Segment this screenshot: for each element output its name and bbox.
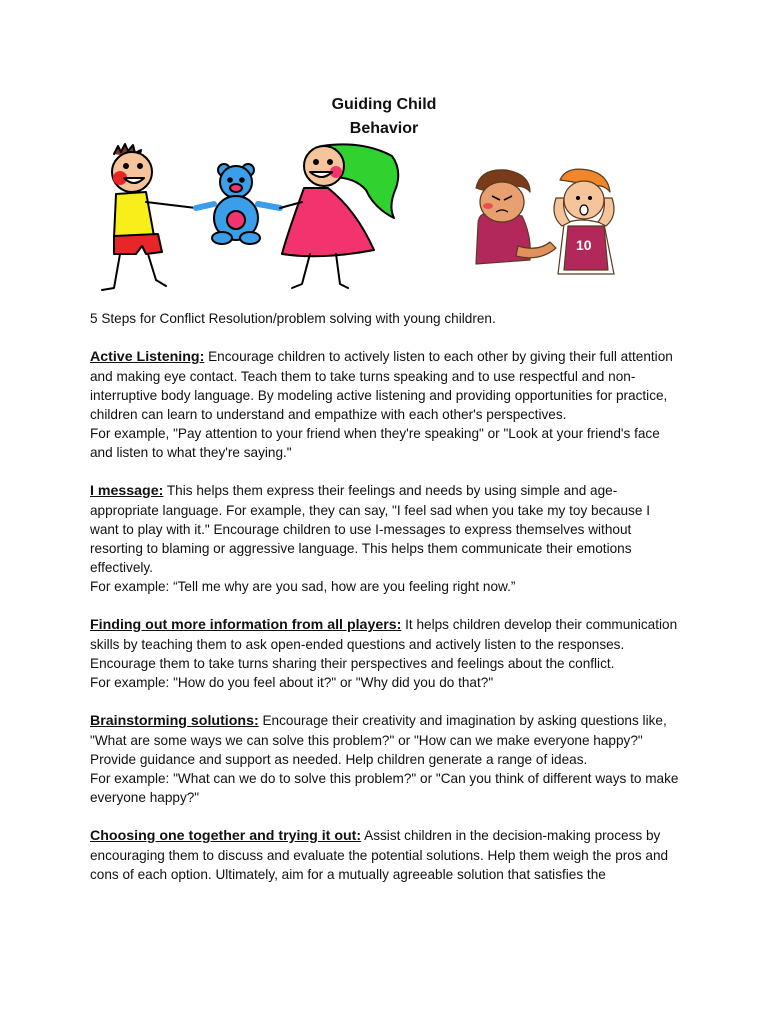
girl-figure [280,144,398,288]
upset-boy-figure [554,169,614,274]
boy-figure [102,144,196,290]
section-heading: Brainstorming solutions: [90,713,259,729]
document-title [0,93,768,141]
section-example: For example, "Pay attention to your friend when they're speaking" or "Look at your friend's face and listen to what they're saying." [90,426,660,460]
section-heading: Choosing one together and trying it out: [90,828,362,844]
title-line-2: Behavior [349,120,419,137]
section-body: Assist children in the decision-making process by encouraging them to discuss and evaluate the potential solutions. Help them weigh the pros and cons of each option. Ultimately, aim for a mutually agreeable solution that satisfies the [90,828,669,882]
section-i-message [90,481,680,596]
section-body: Encourage their creativity and imagination by asking questions like, "What are some ways we can solve this problem?" or "How can we make everyone happy?" Provide guidance and support as needed. Help children generate a range of ideas. [90,713,667,767]
section-body: Encourage children to actively listen to each other by giving their full attention and making eye contact. Teach them to take turns speaking and to use respectful and non-interruptive body language. By modeling active listening and providing opportunities for practice, children can learn to understand and empathize with each other's perspectives. [90,349,673,422]
section-finding-information [90,615,680,692]
section-example: For example: “Tell me why are you sad, how are you feeling right now.” [90,579,516,594]
section-heading: I message: [90,483,164,499]
section-body: This helps them express their feelings and needs by using simple and age-appropriate language. For example, they can say, "I feel sad when you take my toy because I want to play with it." Encourage children to use I-messages to express themselves without resorting to blaming or aggressive language. This helps them communicate their emotions effectively. [90,483,650,575]
section-body: It helps children develop their communication skills by teaching them to ask open-ended questions and actively listen to the responses. Encourage them to take turns sharing their perspectives and feelings about the conflict. [90,617,678,671]
document-body [90,309,680,903]
section-active-listening [90,347,680,462]
children-arguing-illustration [468,166,620,278]
teddy-bear-figure [196,164,280,244]
section-brainstorming [90,711,680,807]
title-line-1: Guiding Child [331,96,437,113]
section-heading: Finding out more information from all players: [90,617,402,633]
section-example: For example: "How do you feel about it?" or "Why did you do that?" [90,675,494,690]
children-tug-of-war-illustration [96,142,408,298]
svg-text:10: 10 [576,237,592,253]
section-example: For example: "What can we do to solve this problem?" or "Can you think of different ways to make everyone happy?" [90,771,679,805]
intro-text: 5 Steps for Conflict Resolution/problem solving with young children. [90,311,496,326]
section-heading: Active Listening: [90,349,205,365]
section-choosing-one [90,826,680,884]
angry-boy-figure [476,170,556,264]
